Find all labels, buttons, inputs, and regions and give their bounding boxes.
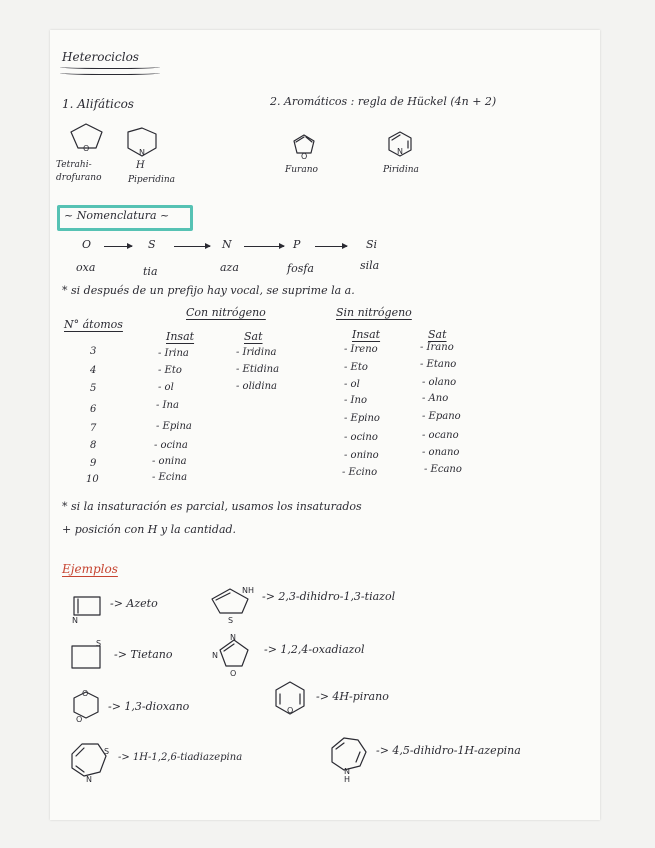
partial-unsaturation-note: * si la insaturación es parcial, usamos los insaturados: [62, 500, 362, 513]
svg-text:NH: NH: [242, 586, 254, 595]
aromatic-heading: 2. Aromáticos : regla de Hückel (4n + 2): [270, 95, 497, 108]
piperidine-structure-icon: [124, 128, 164, 162]
pyridine-structure-icon: [385, 132, 419, 162]
sn-insat-header: Insat: [352, 328, 381, 341]
arrow-icon: [174, 246, 210, 247]
position-note: + posición con H y la cantidad.: [62, 523, 237, 536]
sn-sat: - Irano: [420, 342, 454, 353]
furan-structure-icon: [290, 133, 320, 161]
example-name: -> 4,5-dihidro-1H-azepina: [376, 744, 521, 757]
row-n: 9: [90, 458, 97, 469]
azeto-structure-icon: [72, 593, 106, 625]
row-n: 10: [86, 474, 99, 485]
cn-insat: - onina: [152, 456, 187, 467]
tietano-structure-icon: [70, 640, 110, 672]
svg-text:S: S: [228, 616, 234, 625]
sn-sat-header: Sat: [428, 328, 447, 341]
sn-sat: - onano: [422, 447, 460, 458]
prefix-tia: tia: [143, 265, 158, 278]
svg-text:O: O: [230, 669, 237, 678]
element-n: N: [222, 238, 232, 251]
prefix-fosfa: fosfa: [287, 262, 314, 275]
svg-text:N: N: [397, 147, 403, 156]
cn-insat: - Ecina: [152, 472, 188, 483]
sn-insat: - Ecino: [342, 467, 378, 478]
svg-text:O: O: [76, 715, 83, 724]
cn-sat: - olidina: [236, 381, 277, 392]
sn-sat: - Ano: [422, 393, 449, 404]
azepine-structure-icon: [326, 734, 374, 784]
row-n: 4: [90, 365, 97, 376]
prefix-sila: sila: [360, 259, 380, 272]
thf-structure-icon: [68, 122, 108, 152]
row-n: 5: [90, 383, 97, 394]
svg-text:N: N: [344, 767, 350, 776]
svg-text:O: O: [287, 706, 294, 715]
sn-sat: - ocano: [422, 430, 459, 441]
piperidine-name: Piperidina: [128, 175, 176, 185]
cn-sat-header: Sat: [244, 330, 263, 343]
thiazole-structure-icon: [208, 585, 256, 625]
example-name: -> 2,3-dihidro-1,3-tiazol: [262, 590, 396, 603]
cn-sat: - Iridina: [236, 347, 277, 358]
arrow-icon: [244, 246, 284, 247]
svg-text:S: S: [96, 639, 102, 648]
sn-insat: - ocino: [344, 432, 378, 443]
element-o: O: [82, 238, 92, 251]
svg-text:N: N: [139, 148, 145, 157]
element-si: Si: [366, 238, 378, 251]
row-n: 8: [90, 440, 97, 451]
cn-insat: - Epina: [156, 421, 192, 432]
vowel-rule-note: * si después de un prefijo hay vocal, se suprime la a.: [62, 284, 355, 297]
nomenclature-heading: ~ Nomenclatura ~: [64, 209, 170, 222]
example-name: -> 1,3-dioxano: [108, 700, 190, 713]
cn-insat: - Ina: [156, 400, 179, 411]
sn-insat: - Epino: [344, 413, 380, 424]
sn-sat: - Epano: [422, 411, 461, 422]
title-underline-2: [60, 70, 160, 75]
cn-insat-header: Insat: [166, 330, 195, 343]
example-name: -> 4H-pirano: [316, 690, 389, 703]
cn-insat: - ol: [158, 382, 174, 393]
cn-insat: - Irina: [158, 348, 189, 359]
svg-text:N: N: [72, 616, 78, 625]
prefix-oxa: oxa: [76, 261, 96, 274]
example-name: -> Tietano: [114, 648, 173, 661]
example-name: -> 1,2,4-oxadiazol: [264, 643, 365, 656]
cn-sat: - Etidina: [236, 364, 280, 375]
sn-sat: - Etano: [420, 359, 457, 370]
svg-text:H: H: [344, 775, 351, 784]
sn-insat: - onino: [344, 450, 379, 461]
row-n: 3: [90, 346, 97, 357]
without-n-header: Sin nitrógeno: [336, 306, 412, 319]
furan-name: Furano: [285, 165, 318, 175]
example-name: -> 1H-1,2,6-tiadiazepina: [118, 752, 243, 763]
examples-heading: Ejemplos: [62, 562, 118, 576]
svg-text:N: N: [212, 651, 218, 660]
thf-name-line2: drofurano: [56, 173, 102, 183]
arrow-icon: [104, 246, 132, 247]
sn-insat: - Eto: [344, 362, 368, 373]
aliphatic-heading: 1. Alifáticos: [62, 97, 134, 111]
svg-text:S: S: [104, 747, 110, 756]
arrow-icon: [315, 246, 347, 247]
dioxane-structure-icon: [68, 690, 104, 726]
with-n-header: Con nitrógeno: [186, 306, 266, 319]
thiadiazepine-structure-icon: [66, 740, 116, 782]
sn-sat: - Ecano: [424, 464, 462, 475]
oxadiazole-structure-icon: [210, 634, 262, 678]
sn-sat: - olano: [422, 377, 457, 388]
svg-text:N: N: [230, 633, 236, 642]
svg-text:N: N: [86, 775, 92, 784]
row-n: 7: [90, 423, 97, 434]
sn-insat: - Ireno: [344, 344, 378, 355]
svg-text:O: O: [301, 152, 308, 161]
cn-insat: - ocina: [154, 440, 188, 451]
prefix-aza: aza: [220, 261, 239, 274]
element-p: P: [293, 238, 301, 251]
pyran-structure-icon: [270, 680, 310, 720]
example-name: -> Azeto: [110, 597, 158, 610]
pyridine-name: Piridina: [383, 165, 419, 175]
atoms-header: N° átomos: [64, 318, 123, 331]
row-n: 6: [90, 404, 97, 415]
title-underline-1: [60, 64, 160, 69]
svg-text:O: O: [83, 144, 90, 153]
sn-insat: - ol: [344, 379, 360, 390]
sn-insat: - Ino: [344, 395, 367, 406]
element-s: S: [148, 238, 156, 251]
thf-name-line1: Tetrahi-: [56, 160, 92, 170]
piperidine-h: H: [136, 160, 145, 171]
cn-insat: - Eto: [158, 365, 182, 376]
page-title: Heterociclos: [62, 50, 139, 64]
svg-text:O: O: [82, 689, 89, 698]
